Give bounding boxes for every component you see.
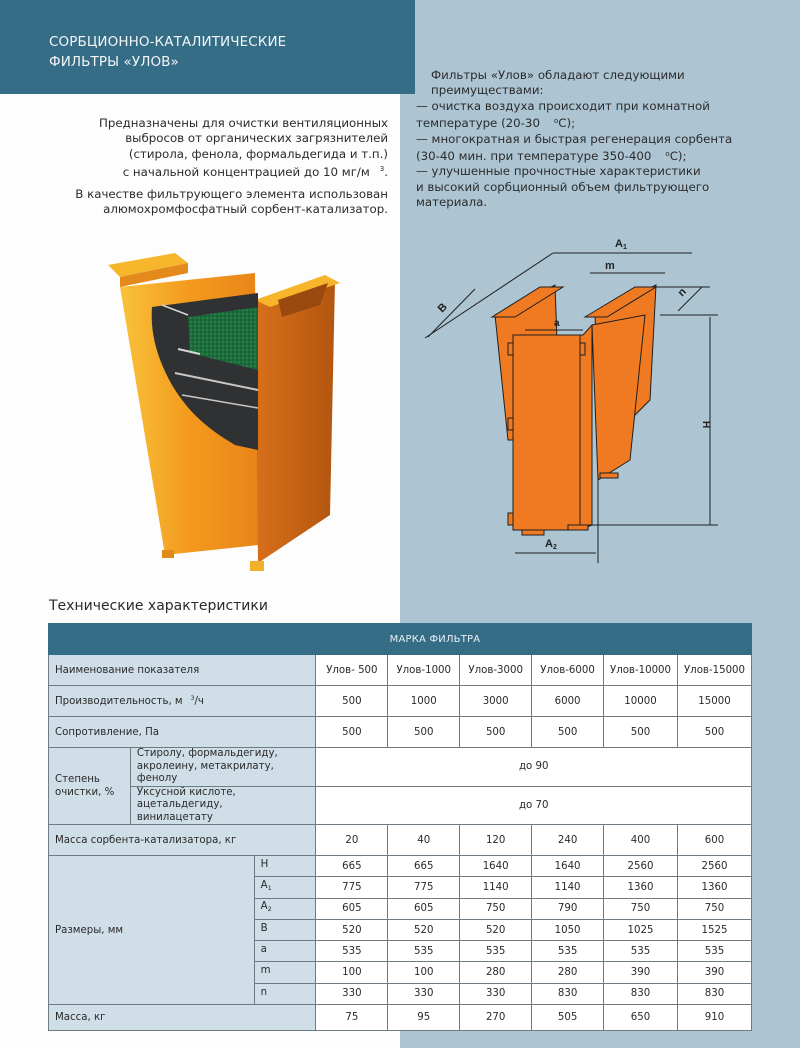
dimension-cell: 830 xyxy=(604,983,678,1004)
dimension-cell: 100 xyxy=(316,962,388,983)
dimension-cell: 790 xyxy=(532,898,604,919)
sorbent-mass-cell: 20 xyxy=(316,825,388,856)
dimension-symbol xyxy=(254,983,316,1004)
mass-cell: 910 xyxy=(677,1005,751,1031)
dimension-symbol-text: H xyxy=(260,858,269,870)
drawing-hinge xyxy=(508,418,513,430)
dimension-cell: 520 xyxy=(316,919,388,940)
advantage-item-1 xyxy=(416,99,746,132)
dimension-symbol-text: n xyxy=(260,986,268,998)
mass-cell: 270 xyxy=(460,1005,532,1031)
resistance-cell: 500 xyxy=(316,717,388,748)
filter-side-face xyxy=(255,280,335,563)
specifications-table xyxy=(48,623,752,1031)
dimension-cell: 665 xyxy=(388,856,460,877)
sorbent-mass-cell: 40 xyxy=(388,825,460,856)
dimension-cell: 535 xyxy=(532,941,604,962)
capacity-cell: 500 xyxy=(316,686,388,717)
dimension-cell: 750 xyxy=(677,898,751,919)
sorbent-mass-label: Масса сорбента-катализатора, кг xyxy=(49,825,316,856)
model-cell: Улов-10000 xyxy=(604,655,678,686)
table-row-dimension xyxy=(49,856,752,877)
title-line-2: ФИЛЬТРЫ «УЛОВ» xyxy=(49,54,179,70)
dimension-cell: 535 xyxy=(460,941,532,962)
drawing-hinge xyxy=(508,513,513,525)
advantage-text: температуре (20-30 xyxy=(416,116,540,131)
purification-label-line: Степень xyxy=(55,774,100,785)
advantage-item-2 xyxy=(416,132,746,165)
mass-label: Масса, кг xyxy=(49,1005,316,1031)
dimension-cell: 750 xyxy=(604,898,678,919)
intro-line: Предназначены для очистки вентиляционных xyxy=(99,116,388,130)
dimension-symbol-text: a xyxy=(260,944,267,956)
advantage-text: — многократная и быстрая регенерация сорбента xyxy=(416,131,733,146)
title-line-1: СОРБЦИОННО-КАТАЛИТИЧЕСКИЕ xyxy=(49,34,287,50)
dimension-cell: 1525 xyxy=(677,919,751,940)
dimension-cell: 535 xyxy=(677,941,751,962)
dimension-cell: 1025 xyxy=(604,919,678,940)
dimension-cell: 330 xyxy=(316,983,388,1004)
dimension-cell: 830 xyxy=(532,983,604,1004)
dimension-cell: 100 xyxy=(388,962,460,983)
resistance-cell: 500 xyxy=(677,717,751,748)
intro-paragraph-purpose xyxy=(70,116,388,181)
section-title: Технические характеристики xyxy=(49,598,268,614)
dimension-cell: 1140 xyxy=(532,877,604,898)
dimension-cell: 280 xyxy=(532,962,604,983)
filter-dimension-drawing xyxy=(420,225,740,570)
cubic-superscript: 3 xyxy=(190,695,195,702)
purification-label-line: очистки, % xyxy=(55,787,115,798)
table-row-purification-2 xyxy=(49,786,752,825)
table-row-models xyxy=(49,655,752,686)
substance-line: Стиролу, формальдегиду, xyxy=(136,748,278,759)
dimension-cell: 830 xyxy=(677,983,751,1004)
resistance-cell: 500 xyxy=(460,717,532,748)
mass-cell: 75 xyxy=(316,1005,388,1031)
drawing-hinge xyxy=(580,343,585,355)
resistance-cell: 500 xyxy=(532,717,604,748)
intro-line-end: . xyxy=(384,165,388,180)
brand-header-row xyxy=(49,624,752,655)
model-cell: Улов-3000 xyxy=(460,655,532,686)
dim-label-a: a xyxy=(554,318,560,329)
dimension-cell: 330 xyxy=(460,983,532,1004)
degree-sign: о xyxy=(553,117,559,126)
mass-cell: 505 xyxy=(532,1005,604,1031)
dimension-cell: 2560 xyxy=(677,856,751,877)
page-title xyxy=(49,32,286,72)
intro-paragraph-sorbent xyxy=(70,187,388,218)
brand-header: МАРКА ФИЛЬТРА xyxy=(49,624,752,655)
mass-cell: 650 xyxy=(604,1005,678,1031)
table-row-capacity xyxy=(49,686,752,717)
dimension-cell: 2560 xyxy=(604,856,678,877)
substance-line: винилацетату xyxy=(136,811,213,823)
advantage-text: С); xyxy=(669,149,687,164)
sorbent-mass-cell: 120 xyxy=(460,825,532,856)
header-banner xyxy=(0,0,415,94)
filter-leg xyxy=(162,550,174,558)
dimension-subscript: 1 xyxy=(267,884,272,893)
model-cell: Улов- 500 xyxy=(316,655,388,686)
advantage-text: (30-40 мин. при температуре 350-400 xyxy=(416,149,652,164)
capacity-unit: /ч xyxy=(194,696,204,707)
cubic-superscript: 3 xyxy=(379,165,385,174)
model-cell: Улов-6000 xyxy=(532,655,604,686)
dimension-cell: 390 xyxy=(677,962,751,983)
dimension-symbol xyxy=(254,898,316,919)
dimension-symbol xyxy=(254,941,316,962)
advantages-lead xyxy=(416,68,746,99)
dimension-symbol-text: A xyxy=(260,901,268,913)
filter-leg xyxy=(250,561,264,571)
sorbent-mass-cell: 400 xyxy=(604,825,678,856)
dimension-symbol-text: A xyxy=(260,880,268,892)
dimension-cell: 520 xyxy=(388,919,460,940)
table-row-sorbent-mass xyxy=(49,825,752,856)
resistance-cell: 500 xyxy=(388,717,460,748)
drawing-front-door xyxy=(513,335,580,530)
purification-substance xyxy=(130,748,316,787)
purification-substance xyxy=(130,786,316,825)
intro-line: с начальной концентрацией до 10 мг/м xyxy=(122,165,370,180)
dimension-symbol xyxy=(254,962,316,983)
drawing-hinge xyxy=(508,343,513,355)
dimension-cell: 1360 xyxy=(677,877,751,898)
dim-label-A2: A2 xyxy=(545,538,557,551)
dimension-cell: 520 xyxy=(460,919,532,940)
dimension-cell: 535 xyxy=(604,941,678,962)
dimension-cell: 535 xyxy=(316,941,388,962)
degree-sign: о xyxy=(665,150,670,159)
advantages-lead-line: Фильтры «Улов» обладают следующими xyxy=(431,68,685,82)
dimension-cell: 1050 xyxy=(532,919,604,940)
dimensions-label: Размеры, мм xyxy=(49,856,255,1005)
advantage-text: и высокий сорбционный объем фильтрующего xyxy=(416,179,710,194)
dimension-cell: 280 xyxy=(460,962,532,983)
drawing-foot xyxy=(568,525,588,530)
substance-line: акролеину, метакрилату, фенолу xyxy=(136,760,274,784)
intro-line: выбросов от органических загрязнителей xyxy=(125,131,388,146)
dim-label-A1: A1 xyxy=(615,238,627,251)
resistance-cell: 500 xyxy=(604,717,678,748)
dimension-cell: 750 xyxy=(460,898,532,919)
mass-cell: 95 xyxy=(388,1005,460,1031)
name-label: Наименование показателя xyxy=(49,655,316,686)
capacity-cell: 3000 xyxy=(460,686,532,717)
sorbent-mass-cell: 600 xyxy=(677,825,751,856)
sorbent-mass-cell: 240 xyxy=(532,825,604,856)
intro-line: (стирола, фенола, формальдегида и т.п.) xyxy=(128,146,388,161)
dimension-cell: 330 xyxy=(388,983,460,1004)
advantage-text: — очистка воздуха происходит при комнатной xyxy=(416,98,710,113)
resistance-label: Сопротивление, Па xyxy=(49,717,316,748)
advantage-text: материала. xyxy=(416,195,488,210)
dimension-cell: 665 xyxy=(316,856,388,877)
dimension-cell: 605 xyxy=(388,898,460,919)
table-row-mass xyxy=(49,1005,752,1031)
dim-label-H: H xyxy=(700,421,711,429)
dimension-subscript: 2 xyxy=(267,905,272,914)
model-cell: Улов-1000 xyxy=(388,655,460,686)
dimension-cell: 1360 xyxy=(604,877,678,898)
dimension-cell: 605 xyxy=(316,898,388,919)
drawing-foot xyxy=(522,530,544,535)
dimension-symbol-text: B xyxy=(260,922,268,934)
dimension-cell: 1640 xyxy=(532,856,604,877)
dim-line-B xyxy=(428,289,475,337)
dim-label-n: n xyxy=(675,285,689,300)
capacity-cell: 10000 xyxy=(604,686,678,717)
dimension-cell: 775 xyxy=(316,877,388,898)
dimension-symbol xyxy=(254,877,316,898)
intro-line: алюмохромфосфатный сорбент-катализатор. xyxy=(103,202,388,217)
dimension-cell: 390 xyxy=(604,962,678,983)
intro-text xyxy=(70,116,388,223)
drawing-foot xyxy=(600,473,618,478)
purification-value: до 70 xyxy=(316,786,752,825)
dimension-cell: 1640 xyxy=(460,856,532,877)
dimension-cell: 535 xyxy=(388,941,460,962)
filter-cutaway-illustration xyxy=(90,245,340,585)
capacity-cell: 15000 xyxy=(677,686,751,717)
dimension-cell: 775 xyxy=(388,877,460,898)
advantage-item-3 xyxy=(416,164,746,210)
table-row-purification-1 xyxy=(49,748,752,787)
dimension-symbol xyxy=(254,856,316,877)
table-row-resistance xyxy=(49,717,752,748)
dimension-cell: 1140 xyxy=(460,877,532,898)
model-cell: Улов-15000 xyxy=(677,655,751,686)
advantages-lead-line: преимуществами: xyxy=(431,83,544,98)
dim-label-B: B xyxy=(435,301,450,316)
purification-label xyxy=(49,748,131,825)
dimension-symbol-text: m xyxy=(260,965,271,977)
capacity-cell: 6000 xyxy=(532,686,604,717)
capacity-label-text: Производительность, м xyxy=(55,696,183,707)
purification-value: до 90 xyxy=(316,748,752,787)
capacity-cell: 1000 xyxy=(388,686,460,717)
dimension-symbol xyxy=(254,919,316,940)
advantages-list xyxy=(416,68,746,211)
substance-line: Уксусной кислоте, ацетальдегиду, xyxy=(136,786,236,810)
intro-line: В качестве фильтрующего элемента использован xyxy=(75,186,388,201)
dim-label-m: m xyxy=(605,260,615,272)
advantage-text: С); xyxy=(558,116,576,131)
advantage-text: — улучшенные прочностные характеристики xyxy=(416,164,701,179)
capacity-label xyxy=(49,686,316,717)
